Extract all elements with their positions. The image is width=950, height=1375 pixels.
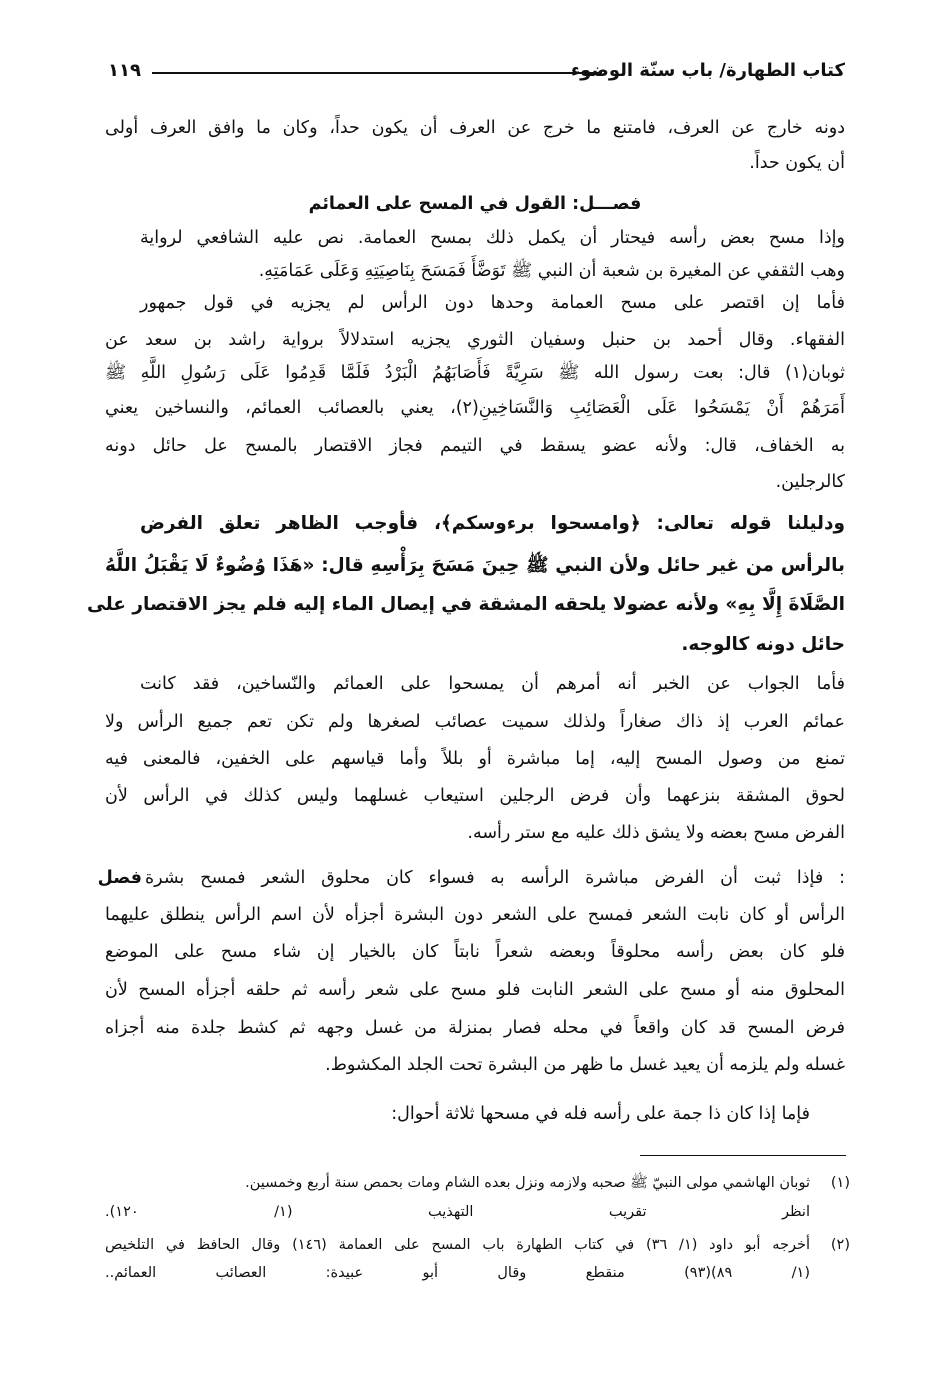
text-line: دونه خارج عن العرف، فامتنع ما خرج عن العرف أن يكون حداً، وكان ما وافق العرف أولى (105, 118, 845, 138)
footnote-number: (١) (830, 1175, 850, 1191)
text-line: غسله ولم يلزمه أن يعيد غسل ما ظهر من البشرة تحت الجلد المكشوط. (325, 1055, 845, 1075)
text-line: لحوق المشقة بنزعهما وأن فرض الرجلين استيعاب غسلهما وليس كذلك في الرأس لأن (105, 786, 845, 806)
text-line: فأما الجواب عن الخبر أنه أمرهم أن يمسحوا على العمائم والنّساخين، فقد كانت (140, 674, 845, 694)
section-label (97, 863, 142, 893)
text-line: فإما إذا كان ذا جمة على رأسه فله في مسحها ثلاثة أحوال: (391, 1104, 810, 1124)
footnote-line: (١/ ٨٩)(٩٣) منقطع وقال أبو عبيدة: العصائب العمائم.. (105, 1265, 810, 1281)
text-line: فلو كان بعض رأسه محلوقاً وبعضه شعراً نابتاً كان بالخيار إن شاء مسح على الموضع (105, 942, 845, 962)
footnote-number: (٢) (830, 1237, 850, 1253)
text-line: الرأس أو كان نابت الشعر فمسح على الشعر دون البشرة أجزأه لأن اسم الرأس ينطلق عليهما (105, 905, 845, 925)
footnote-line: انظر تقريب التهذيب (١/ ١٢٠). (105, 1204, 810, 1220)
text-line: وهب الثقفي عن المغيرة بن شعبة أن النبي ﷺ تَوَضَّأَ فَمَسَحَ بِنَاصِيَتِهِ وَعَلَى عَمَامَتِهِ. (258, 261, 845, 281)
section-label: فصـــل (579, 194, 642, 214)
text-line: عمائم العرب إذ ذاك صغاراً ولذلك سميت عصائب لصغرها ولم تكن تعم جميع الرأس ولا (105, 712, 845, 732)
footnote-line: أخرجه أبو داود (١/ ٣٦) في كتاب الطهارة باب المسح على العمامة (١٤٦) وقال الحافظ في التلخيص (105, 1237, 810, 1253)
footnote-line: ثوبان الهاشمي مولى النبيّ ﷺ صحبه ولازمه ونزل بعده الشام ومات بحمص سنة أربع وخمسين. (245, 1175, 810, 1191)
section-label-text: فصل (97, 868, 142, 888)
footnote-rule (640, 1155, 846, 1156)
text-line: الفقهاء. وقال أحمد بن حنبل وسفيان الثوري يجزيه استدلالاً برواية راشد بن سعد عن (105, 330, 845, 350)
text-line: أن يكون حداً. (749, 153, 845, 173)
section-heading (105, 189, 845, 219)
text-line: الصَّلَاةَ إِلَّا بِهِ» ولأنه عضولا يلحقه المشقة في إيصال الماء إليه فلم يجز الاقتصار على (87, 594, 845, 615)
text-line: ودليلنا قوله تعالى: ﴿وامسحوا برءوسكم﴾، فأوجب الظاهر تعلق الفرض (140, 513, 845, 534)
text-line: وإذا مسح بعض رأسه فيحتار أن يكمل ذلك بمسح العمامة. نص عليه الشافعي لرواية (140, 228, 845, 248)
text-line: حائل دونه كالوجه. (681, 634, 845, 655)
section-title: : القول في المسح على العمائم (308, 194, 580, 214)
text-line: ثوبان(١) قال: بعت رسول الله ﷺ سَرِيَّةً فَأَصَابَهُمُ الْبَرْدُ فَلَمَّا قَدِمُوا عَلَى رَسُولِ اللَّهِ ﷺ (105, 363, 845, 383)
text-line: أَمَرَهُمْ أَنْ يَمْسَحُوا عَلَى الْعَصَائِبِ وَالنَّسَاخِينِ(٢)، يعني بالعصائب العمائم، والنساخين يعني (105, 398, 845, 418)
text-line: به الخفاف، قال: ولأنه عضو يسقط في التيمم فجاز الاقتصار بالمسح عل حائل دونه (105, 436, 845, 456)
text-line: بالرأس من غير حائل ولأن النبي ﷺ حِينَ مَسَحَ بِرَأْسِهِ قال: «هَذَا وُضُوءٌ لَا يَقْبَلُ اللَّهُ (105, 555, 845, 576)
text-line: فرض المسح قد كان واقعاً في محله فصار بمنزلة من غسل وجهه ثم كشط جلدة منه أجزاه (105, 1018, 845, 1038)
text-line: فأما إن اقتصر على مسح العمامة وحدها دون الرأس لم يجزيه في قول جمهور (140, 293, 845, 313)
header-rule (152, 72, 602, 74)
text-line: تمنع من وصول المسح إليه، إما مباشرة أو بللاً وأما قياسهم على الخفين، فالمعنى فيه (105, 749, 845, 769)
page-number: ١١٩ (108, 60, 141, 81)
text-line: المحلوق منه أو مسح على الشعر النابت فلو مسح على شعر رأسه ثم حلقه أجزأه المسح لأن (105, 980, 845, 1000)
text-line: : فإذا ثبت أن الفرض مباشرة الرأسه به فسواء كان محلوق الشعر فمسح بشرة (145, 868, 845, 888)
header-title: كتاب الطهارة/ باب سنّة الوضوء (570, 60, 845, 81)
text-line: الفرض مسح بعضه ولا يشق ذلك عليه مع ستر رأسه. (467, 823, 845, 843)
text-line: كالرجلين. (775, 472, 845, 492)
